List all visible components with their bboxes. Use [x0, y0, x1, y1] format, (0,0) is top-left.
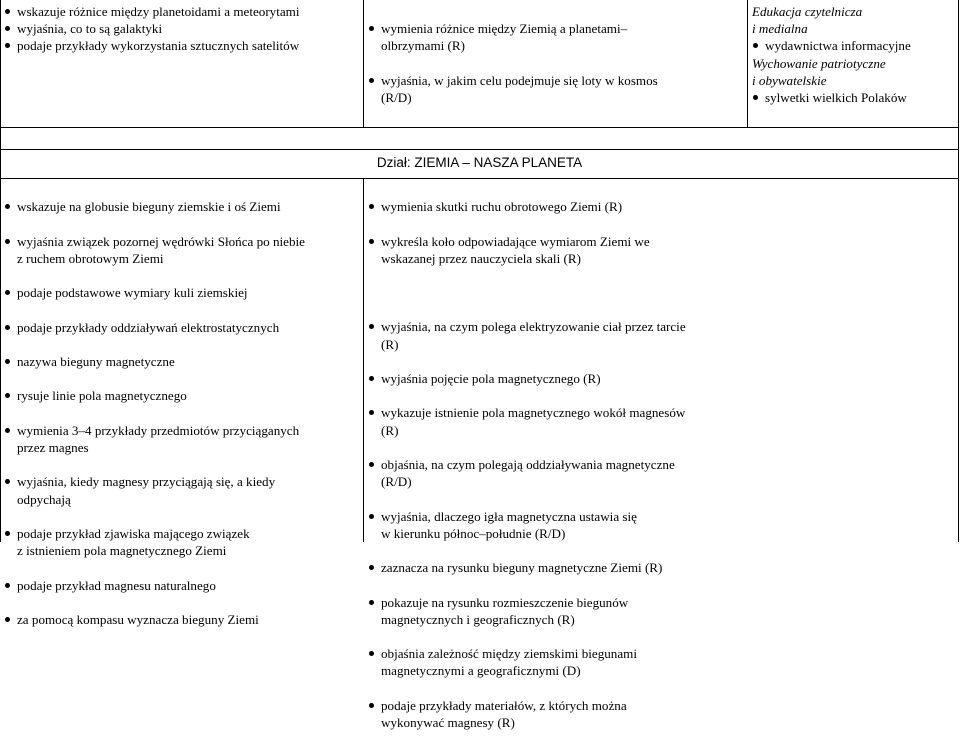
grid-line — [0, 0, 1, 128]
list-item: wyjaśnia, co to są galaktyki — [4, 20, 360, 37]
bottom-col1 — [4, 181, 360, 645]
list-item: zaznacza na rysunku bieguny magnetyczne Ziemi (R) — [368, 559, 956, 576]
grid-line — [363, 178, 364, 542]
list-item: wykreśla koło odpowiadające wymiarom Ziemi we wskazanej przez nauczyciela skali (R) — [368, 233, 956, 267]
grid-line — [747, 0, 748, 128]
list-item: podaje przykłady materiałów, z których można wykonywać magnesy (R) — [368, 697, 956, 731]
edu-list — [752, 37, 937, 54]
grid-line — [958, 0, 959, 128]
top-col1 — [4, 3, 360, 55]
list-item: sylwetki wielkich Polaków — [752, 89, 937, 106]
requirements-list — [368, 3, 744, 123]
grid-line — [0, 149, 959, 150]
list-item: wykazuje istnienie pola magnetycznego wokół magnesów (R) — [368, 404, 956, 438]
requirements-list-group2 — [368, 301, 956, 748]
grid-line — [0, 150, 1, 542]
edu-title-line1: Edukacja czytelnicza — [752, 4, 863, 19]
list-item: wyjaśnia, dlaczego igła magnetyczna ustawia się w kierunku północ–południe (R/D) — [368, 508, 956, 542]
list-item: podaje przykłady wykorzystania sztucznych satelitów — [4, 37, 360, 54]
list-item: podaje przykład zjawiska mającego związek z istnieniem pola magnetycznego Ziemi — [4, 525, 360, 559]
patr-list — [752, 89, 937, 106]
list-item: pokazuje na rysunku rozmieszczenie biegunów magnetycznych i geograficznych (R) — [368, 594, 956, 628]
list-item: podaje podstawowe wymiary kuli ziemskiej — [4, 284, 360, 301]
edu-title-line2: i medialna — [752, 21, 808, 37]
bottom-col2 — [368, 181, 956, 749]
list-item: objaśnia, na czym polegają oddziaływania magnetyczne (R/D) — [368, 456, 956, 490]
list-item: wyjaśnia pojęcie pola magnetycznego (R) — [368, 370, 956, 387]
top-col2 — [368, 3, 744, 123]
list-item: wskazuje na globusie bieguny ziemskie i oś Ziemi — [4, 198, 360, 215]
list-item: wymienia 3–4 przykłady przedmiotów przyciąganych przez magnes — [4, 422, 360, 456]
list-item: wymienia skutki ruchu obrotowego Ziemi (R) — [368, 198, 956, 215]
list-item: wyjaśnia związek pozornej wędrówki Słońca po niebie z ruchem obrotowym Ziemi — [4, 233, 360, 267]
patr-title-line2: i obywatelskie — [752, 72, 827, 88]
list-item: podaje przykład magnesu naturalnego — [4, 577, 360, 594]
list-item: wyjaśnia, na czym polega elektryzowanie ciał przez tarcie (R) — [368, 318, 956, 352]
top-col3 — [752, 3, 937, 106]
list-item: wskazuje różnice między planetoidami a meteorytami — [4, 3, 360, 20]
grid-line — [0, 128, 1, 150]
list-item: wyjaśnia, kiedy magnesy przyciągają się, a kiedy odpychają — [4, 473, 360, 507]
list-item: podaje przykłady oddziaływań elektrostatycznych — [4, 319, 360, 336]
grid-line — [363, 0, 364, 128]
grid-line — [0, 178, 959, 179]
list-item: objaśnia zależność między ziemskimi biegunami magnetycznymi a geograficznymi (D) — [368, 645, 956, 679]
list-item: wymienia różnice między Ziemią a planetami– olbrzymami (R) — [368, 20, 744, 54]
list-item: rysuje linie pola magnetycznego — [4, 387, 360, 404]
list-item: za pomocą kompasu wyznacza bieguny Ziemi — [4, 611, 360, 628]
requirements-list — [4, 181, 360, 645]
list-item: wyjaśnia, w jakim celu podejmuje się loty w kosmos (R/D) — [368, 72, 744, 106]
grid-line — [958, 128, 959, 150]
list-item: nazywa bieguny magnetyczne — [4, 353, 360, 370]
grid-line — [0, 127, 959, 128]
requirements-list — [4, 3, 360, 55]
patr-title-line1: Wychowanie patriotyczne — [752, 55, 886, 71]
section-title: Dział: ZIEMIA – NASZA PLANETA — [376, 155, 583, 170]
list-item: wydawnictwa informacyjne — [752, 37, 937, 54]
requirements-list-group1 — [368, 181, 956, 284]
grid-line — [958, 150, 959, 542]
